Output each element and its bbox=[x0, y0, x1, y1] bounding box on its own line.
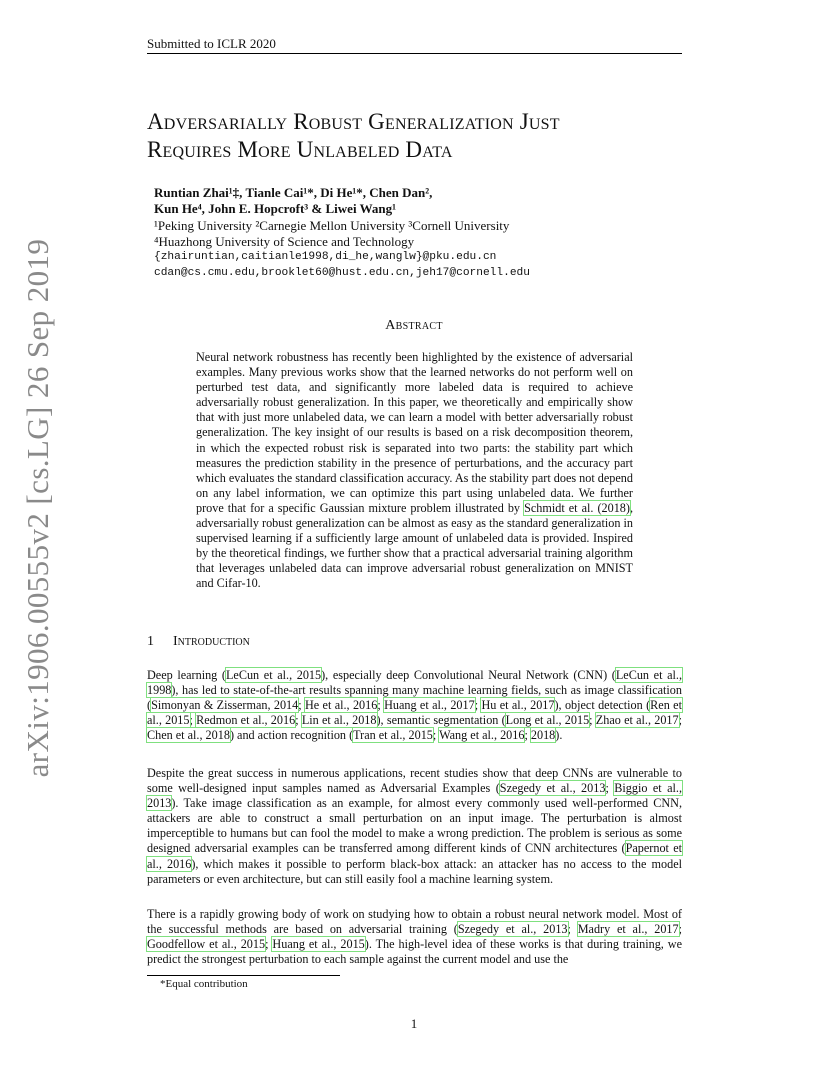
intro-paragraph-1: Deep learning (LeCun et al., 2015), especially deep Convolutional Neural Network (CNN) (LeCun et al., 1998), has led to state-of-the-art results spanning many machine learning fields, such as image classification (Simonyan & Zisserman, 2014; He et al., 2016; Huang et al., 2017; Hu et al., 2017), object detection (Ren et al., 2015; Redmon et al., 2016; Lin et al., 2018), semantic segmentation (Long et al., 2015; Zhao et al., 2017; Chen et al., 2018) and action recognition (Tran et al., 2015; Wang et al., 2016; 2018). bbox=[147, 668, 682, 743]
section-title: Introduction bbox=[173, 634, 250, 649]
authors-line-1: Runtian Zhai¹‡, Tianle Cai¹*, Di He¹*, Chen Dan², bbox=[154, 185, 433, 200]
citation-link[interactable]: LeCun et al., 2015 bbox=[225, 668, 322, 682]
citation-link[interactable]: LeCun et al., 1998 bbox=[147, 668, 682, 698]
abstract-body bbox=[196, 350, 633, 592]
paper-title bbox=[147, 108, 707, 164]
affiliation-line-2: ⁴Huazhong University of Science and Technology bbox=[154, 233, 415, 249]
abstract-text-1: Neural network robustness has recently been highlighted by the existence of adversarial examples. Many previous works show that the learned networks do not perform well on perturbed test data, and significantly more labeled data is required to achieve adversarially robust generalization. In this paper, we theoretically and empirically show that with just more unlabeled data, we can learn a model with better adversarially robust generalization. The key insight of our results is based on a risk decomposition theorem, in which the expected robust risk is separated into two parts: the stability part which measures the prediction stability in the presence of perturbations, and the accuracy part which evaluates the standard classification accuracy. As the stability part does not depend on any label information, we can optimize this part using unlabeled data. We further prove that for a specific Gaussian mixture problem illustrated by bbox=[196, 350, 633, 515]
section-heading bbox=[147, 634, 250, 650]
intro-paragraph-3: There is a rapidly growing body of work on studying how to obtain a robust neural network model. Most of the successful methods are based on adversarial training (Szegedy et al., 2013; Madry et al., 2017; Goodfellow et al., 2015; Huang et al., 2015). The high-level idea of these works is that during training, we predict the strongest perturbation to each sample against the current model and use the bbox=[147, 907, 683, 967]
running-header: Submitted to ICLR 2020 bbox=[147, 36, 276, 51]
citation-link[interactable]: Hu et al., 2017 bbox=[481, 698, 555, 713]
citation-link[interactable]: Tran et al., 2015 bbox=[353, 728, 433, 743]
citation-link[interactable]: Szegedy et al., 2013 bbox=[457, 922, 568, 937]
citation-link[interactable]: Long et al., 2015 bbox=[505, 713, 590, 728]
page-number: 1 bbox=[410, 1016, 418, 1031]
citation-link[interactable]: Goodfellow et al., 2015 bbox=[147, 937, 266, 952]
header-rule bbox=[147, 53, 682, 54]
citation-link[interactable]: He et al., 2016 bbox=[304, 698, 378, 713]
authors-line-2: Kun He⁴, John E. Hopcroft³ & Liwei Wang¹ bbox=[154, 201, 396, 216]
email-line-1: {zhairuntian,caitianle1998,di_he,wanglw}@pku.edu.cn bbox=[154, 251, 497, 263]
title-line-1: Adversarially Robust Generalization Just bbox=[147, 109, 560, 134]
citation-link[interactable]: Madry et al., 2017 bbox=[577, 922, 679, 937]
footnote-rule bbox=[147, 975, 340, 976]
abstract-text-2: , adversarially robust generalization can be almost as easy as the standard generalization in supervised learning if a sufficiently large amount of unlabeled data is provided. Inspired by the theoretical findings, we further show that a practical adversarial training algorithm that leverages unlabeled data can improve adversarial robust generalization on MNIST and Cifar-10. bbox=[196, 500, 634, 591]
citation-link[interactable]: Zhao et al., 2017 bbox=[595, 713, 679, 728]
affiliation-line-1: ¹Peking University ²Carnegie Mellon University ³Cornell University bbox=[154, 218, 510, 233]
citation-link[interactable]: Szegedy et al., 2013 bbox=[499, 781, 606, 796]
citation-link[interactable]: Schmidt et al. (2018) bbox=[524, 500, 630, 515]
citation-link[interactable]: Lin et al., 2018 bbox=[301, 713, 377, 728]
author-list bbox=[154, 185, 694, 217]
citation-link[interactable]: Papernot et al., 2016 bbox=[147, 841, 682, 871]
section-number: 1 bbox=[147, 634, 154, 649]
citation-link[interactable]: Biggio et al., 2013 bbox=[147, 781, 682, 811]
affiliations bbox=[154, 218, 694, 281]
email-line-2: cdan@cs.cmu.edu,brooklet60@hust.edu.cn,jeh17@cornell.edu bbox=[154, 267, 530, 279]
abstract-heading: Abstract bbox=[385, 318, 443, 333]
citation-link[interactable]: Chen et al., 2018 bbox=[147, 728, 230, 743]
citation-link[interactable]: Huang et al., 2015 bbox=[272, 937, 365, 952]
intro-paragraph-2: Despite the great success in numerous applications, recent studies show that deep CNNs are vulnerable to some well-designed input samples named as Adversarial Examples (Szegedy et al., 2013; Biggio et al., 2013). Take image classification as an example, for almost every commonly used well-performed CNN, attackers are able to construct a small perturbation on an input image. The perturbation is almost imperceptible to humans but can fool the model to make a wrong prediction. The problem is serious as some designed adversarial examples can be transferred among different kinds of CNN architectures (Papernot et al., 2016), which makes it possible to perform black-box attack: an attacker has no access to the model parameters or even architecture, but can still easily fool a machine learning system. bbox=[147, 766, 682, 886]
citation-link[interactable]: Ren et al., 2015 bbox=[147, 698, 682, 728]
citation-link[interactable]: Redmon et al., 2016 bbox=[196, 713, 296, 728]
citation-link[interactable]: Huang et al., 2017 bbox=[384, 698, 475, 713]
footnote: *Equal contribution bbox=[160, 978, 248, 990]
arxiv-sidebar-id: arXiv:1906.00555v2 [cs.LG] 26 Sep 2019 bbox=[20, 238, 55, 778]
citation-link[interactable]: Simonyan & Zisserman, 2014 bbox=[151, 698, 299, 713]
citation-link[interactable]: Wang et al., 2016 bbox=[439, 728, 525, 743]
title-line-2: Requires More Unlabeled Data bbox=[147, 137, 453, 162]
citation-link[interactable]: 2018 bbox=[530, 728, 556, 743]
